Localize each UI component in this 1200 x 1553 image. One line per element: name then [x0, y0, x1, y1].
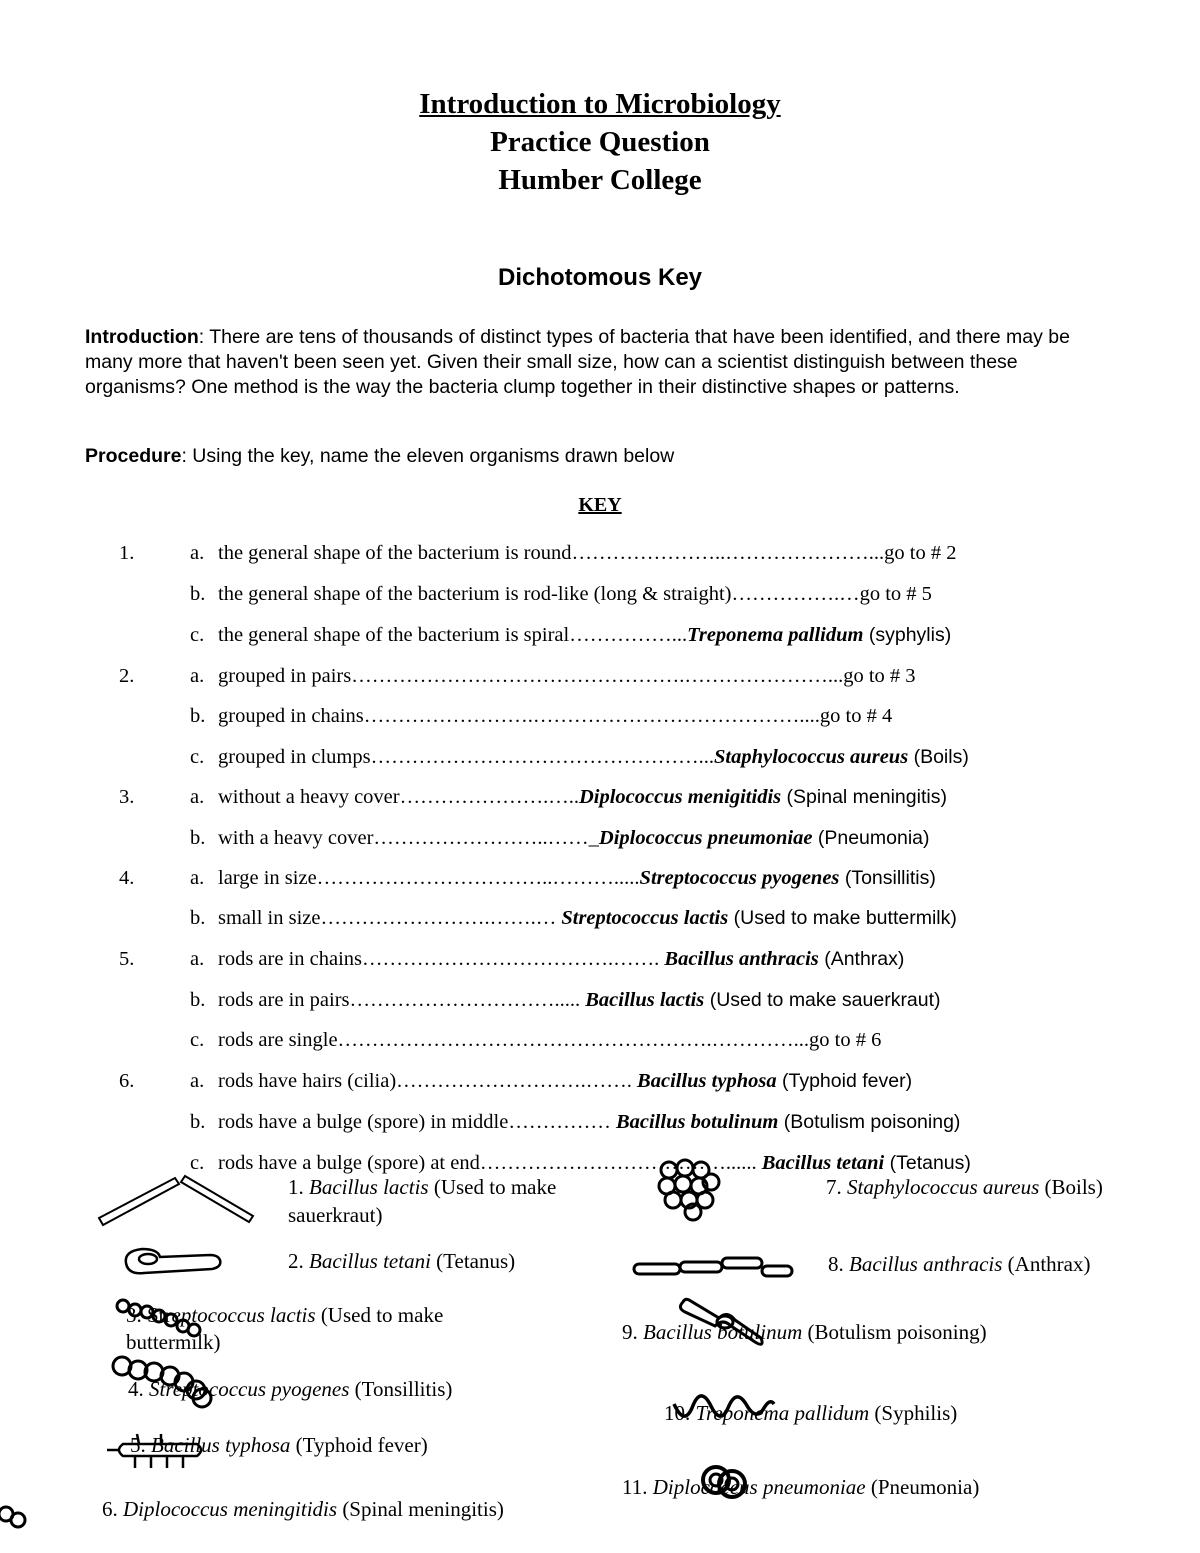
answer-note: (Used to make — [315, 1303, 444, 1327]
organism-name: Treponema pallidum — [687, 624, 864, 646]
answer-number: 6. — [102, 1497, 123, 1521]
organism-name: Diplococcus pneumoniae — [598, 827, 813, 849]
key-option-letter: c. — [190, 624, 205, 646]
key-step-number: 3. — [119, 786, 135, 808]
answer-organism: eptococcus lactis — [171, 1303, 316, 1327]
key-option-text: without a heavy cover………………….….. — [218, 786, 579, 808]
key-step-number: 5. — [119, 948, 135, 970]
key-option-letter: b. — [190, 989, 206, 1011]
key-option-text: rods have a bulge (spore) in middle…………… — [218, 1111, 616, 1133]
disease-name: (Typhoid fever) — [776, 1070, 913, 1092]
organism-name: Bacillus tetani — [761, 1152, 885, 1174]
key-option-text: the general shape of the bacterium is rod-like (long & straight)…………….…go to # 5 — [218, 583, 932, 605]
rod-pair-drawing — [95, 1150, 265, 1230]
key-option-letter: c. — [190, 1029, 205, 1051]
key-option-text: rods are single……………………………………………….…………...go to # 6 — [218, 1029, 882, 1051]
answer-organism: Streptococcus pyogenes — [149, 1377, 350, 1401]
key-row — [0, 1025, 1200, 1055]
procedure-label: Procedure — [85, 445, 182, 467]
disease-name: (syphylis) — [863, 624, 952, 646]
key-option-text: the general shape of the bacterium is round…………………..…………………...go to # 2 — [218, 542, 957, 564]
key-row — [0, 579, 1200, 609]
key-row — [0, 863, 1200, 893]
key-row — [0, 782, 1200, 812]
disease-name: (Used to make sauerkraut) — [704, 989, 941, 1011]
disease-name: (Anthrax) — [818, 948, 905, 970]
key-step-number: 6. — [119, 1070, 135, 1092]
answer-organism: Staphylococcus aureus — [847, 1175, 1040, 1199]
answer-number: 1. — [288, 1175, 309, 1199]
key-option-text: rods are in pairs…………………………..... — [218, 989, 586, 1011]
answer-note: (Tonsillitis) — [349, 1377, 453, 1401]
key-heading: KEY — [578, 494, 622, 516]
key-row — [0, 823, 1200, 853]
disease-name: (Pneumonia) — [812, 827, 930, 849]
organism-name: Streptococcus lactis — [561, 907, 729, 929]
key-row — [0, 1107, 1200, 1137]
key-option-letter: a. — [190, 867, 205, 889]
disease-name: (Boils) — [908, 746, 969, 768]
answer-note: (Spinal meningitis) — [337, 1497, 504, 1521]
answer-organism: Diplococcus pneumoniae — [652, 1475, 866, 1499]
answer-note: (Anthrax) — [1002, 1252, 1091, 1276]
organism-name: Bacillus anthracis — [664, 948, 819, 970]
answer-number: 5. — [130, 1433, 151, 1457]
organism-name: Staphylococcus aureus — [713, 746, 909, 768]
key-option-letter: b. — [190, 583, 206, 605]
answer-organism: Diplococcus meningitidis — [123, 1497, 338, 1521]
key-option-letter: b. — [190, 827, 206, 849]
key-option-text: large in size……………………………..………..... — [218, 867, 640, 889]
organism-name: Bacillus typhosa — [637, 1070, 777, 1092]
answer-number: 4. — [128, 1377, 149, 1401]
key-option-text: grouped in clumps…………………………………………... — [218, 746, 714, 768]
disease-name: (Used to make buttermilk) — [728, 907, 957, 929]
key-row — [0, 538, 1200, 568]
introduction-label: Introduction — [85, 326, 199, 348]
key-option-letter: a. — [190, 542, 205, 564]
key-option-text: the general shape of the bacterium is spiral……………... — [218, 624, 688, 646]
organism-name: Streptococcus pyogenes — [639, 867, 840, 889]
key-row — [0, 701, 1200, 731]
key-option-letter: c. — [190, 1152, 205, 1174]
key-option-text: grouped in pairs………………………………………….…………………...go to # 3 — [218, 665, 916, 687]
answer-label — [102, 1496, 504, 1523]
answer-organism: Bacillus lactis — [309, 1175, 429, 1199]
answer-number: 8. — [828, 1252, 849, 1276]
diplococcus-drawing — [0, 1502, 30, 1532]
answer-organism: Bacillus botulinum — [643, 1320, 803, 1344]
answer-label — [128, 1376, 452, 1403]
answer-note: (Syphilis) — [869, 1401, 958, 1425]
key-step-number: 4. — [119, 867, 135, 889]
answer-organism: Bacillus tetani — [309, 1249, 431, 1273]
key-row — [0, 944, 1200, 974]
answer-label — [622, 1319, 987, 1346]
organism-name: Bacillus lactis — [585, 989, 705, 1011]
answer-note: (Boils) — [1039, 1175, 1103, 1199]
answer-number: 11. — [622, 1475, 653, 1499]
key-option-text: with a heavy cover……………………..……_ — [218, 827, 599, 849]
answer-label-continued: sauerkraut) — [288, 1203, 383, 1227]
key-option-letter: b. — [190, 1111, 206, 1133]
section-title: Dichotomous Key — [497, 264, 703, 291]
answer-organism: Bacillus typhosa — [151, 1433, 291, 1457]
answer-label — [826, 1174, 1103, 1201]
answer-number: 3. Str — [126, 1303, 172, 1327]
answer-label — [622, 1474, 979, 1501]
disease-name: (Spinal meningitis) — [781, 786, 947, 808]
key-option-letter: a. — [190, 786, 205, 808]
answer-label — [130, 1432, 428, 1459]
answer-label — [288, 1248, 515, 1275]
key-step-number: 1. — [119, 542, 135, 564]
disease-name: (Tetanus) — [884, 1152, 971, 1174]
key-option-letter: a. — [190, 948, 205, 970]
cocci-clump-drawing — [655, 1158, 725, 1223]
answer-note: (Botulism poisoning) — [802, 1320, 987, 1344]
organism-name: Diplococcus menigitidis — [578, 786, 782, 808]
key-option-text: grouped in chains…………………….…………………………………....go to # 4 — [218, 705, 893, 727]
key-option-letter: a. — [190, 1070, 205, 1092]
key-option-text: rods are in chains……………………………….……. — [218, 948, 665, 970]
key-row — [0, 620, 1200, 650]
disease-name: (Tonsillitis) — [839, 867, 936, 889]
key-row — [0, 742, 1200, 772]
answer-note: (Typhoid fever) — [290, 1433, 428, 1457]
answer-number: 2. — [288, 1249, 309, 1273]
answer-label — [126, 1302, 443, 1329]
answer-number: 9. — [622, 1320, 643, 1344]
rod-terminal-spore-drawing — [120, 1243, 230, 1283]
introduction-paragraph — [85, 325, 1120, 400]
procedure-paragraph — [85, 444, 1120, 469]
institution-name: Humber College — [498, 164, 702, 196]
answer-organism: Treponema pallidum — [695, 1401, 870, 1425]
key-option-letter: c. — [190, 746, 205, 768]
key-option-letter: b. — [190, 907, 206, 929]
rod-chain-drawing — [630, 1252, 800, 1282]
answer-note: (Pneumonia) — [865, 1475, 980, 1499]
key-option-text: rods have hairs (cilia)……………………….……. — [218, 1070, 638, 1092]
answer-number: 7. — [826, 1175, 847, 1199]
answer-label — [288, 1174, 556, 1201]
key-option-text: rods have a bulge (spore) at end………………………………...... — [218, 1152, 762, 1174]
key-option-text: small in size…………………….…….… — [218, 907, 562, 929]
answer-label-continued: buttermilk) — [126, 1330, 221, 1354]
answer-number: 10. — [664, 1401, 696, 1425]
disease-name: (Botulism poisoning) — [778, 1111, 961, 1133]
course-title: Introduction to Microbiology — [419, 88, 781, 120]
key-step-number: 2. — [119, 665, 135, 687]
page-subtitle: Practice Question — [490, 126, 710, 158]
answer-note: (Tetanus) — [430, 1249, 516, 1273]
key-row — [0, 903, 1200, 933]
key-option-letter: b. — [190, 705, 206, 727]
answer-label — [828, 1251, 1090, 1278]
answer-organism: Bacillus anthracis — [849, 1252, 1003, 1276]
key-row — [0, 1066, 1200, 1096]
key-row — [0, 661, 1200, 691]
introduction-text: : There are tens of thousands of distinct types of bacteria that have been identified, and there may be many more that haven't been seen yet. Given their small size, how can a scientist distinguish between these organisms? One method is the way the bacteria clump together in their distinctive shapes or patterns. — [85, 326, 1070, 398]
answer-note: (Used to make — [428, 1175, 557, 1199]
procedure-text: : Using the key, name the eleven organisms drawn below — [181, 445, 675, 467]
key-row — [0, 985, 1200, 1015]
key-option-letter: a. — [190, 665, 205, 687]
answer-label — [664, 1400, 957, 1427]
organism-name: Bacillus botulinum — [615, 1111, 779, 1133]
